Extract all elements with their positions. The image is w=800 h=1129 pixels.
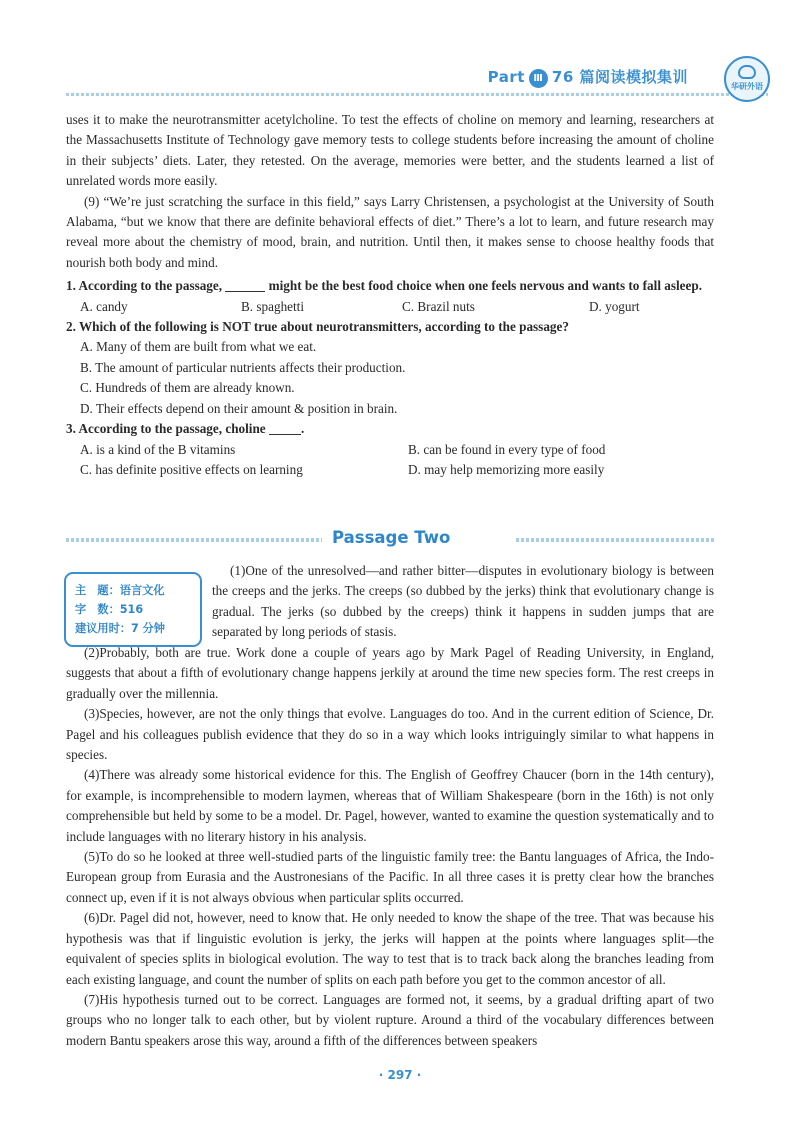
question-stem: 3. According to the passage, choline .	[66, 421, 305, 437]
option-c: C. Hundreds of them are already known.	[80, 380, 295, 396]
option-a: A. Many of them are built from what we eat.	[80, 339, 317, 355]
passage-paragraph-9: (9) “We’re just scratching the surface in this field,” says Larry Christensen, a psychologist at the University of South Alabama, “but we know that there are definite behavioral effects of diet.” There’s a lot to learn, and future research may reveal more about the chemistry of mood, brain, and nutrition. Until then, it makes sense to choose healthy foods that nourish both body and mind.	[66, 193, 714, 270]
options-row	[66, 297, 714, 317]
passage-paragraph-7: (7)His hypothesis turned out to be correct. Languages are formed not, it seems, by a gradual drifting apart of two groups who no longer talk to each other, but by violent rupture. Around a third of the vocabulary differences between modern Bantu speakers arose this way, around a fifth of the differences between speakers	[66, 991, 714, 1048]
option-a: A. candy	[80, 298, 128, 314]
part-label: Part	[487, 68, 525, 86]
option-c: C. Brazil nuts	[402, 298, 475, 314]
question-2	[66, 317, 714, 419]
answer-blank	[269, 434, 301, 435]
passage-paragraph-3: (3)Species, however, are not the only things that evolve. Languages do too. And in the current edition of Science, Dr. Pagel and his colleagues publish evidence that they do so in a way which looks intriguingly similar to what happens in species.	[66, 706, 714, 763]
option-d: D. may help memorizing more easily	[408, 461, 605, 477]
page-header	[66, 52, 786, 104]
option-d: D. yogurt	[589, 298, 640, 314]
passage-paragraph-1: (1)One of the unresolved—and rather bitter—disputes in evolutionary biology is between the creeps and the jerks. The creeps (so dubbed by the jerks) think that evolutionary change is gradual. The jerks (so dubbed by the creeps) think it happens in sudden jumps that are separated by long periods of stasis.	[212, 563, 714, 640]
question-1	[66, 276, 714, 317]
options-row	[66, 440, 714, 460]
passage-one-body	[66, 110, 714, 480]
question-stem: 2. Which of the following is NOT true about neurotransmitters, according to the passage?	[66, 319, 569, 335]
passage-two-body	[66, 643, 714, 1051]
header-title	[488, 66, 688, 88]
passage-two-heading	[66, 528, 716, 552]
publisher-logo	[724, 56, 770, 102]
passage-info-box	[64, 572, 202, 647]
logo-text: 华研外语	[731, 82, 763, 91]
option-b: B. The amount of particular nutrients affects their production.	[80, 359, 406, 375]
options-row	[66, 460, 714, 480]
option-b: B. spaghetti	[241, 298, 305, 314]
passage-paragraph-4: (4)There was already some historical evidence for this. The English of Geoffrey Chaucer (born in the 14th century), for example, is incomprehensible to modern laymen, whereas that of William Shakespeare (born in the 16th) is not only comprehensible but held by some to be a model. Dr. Pagel, however, wanted to examine the question systematically and to include languages with no literary history in his analysis.	[66, 767, 714, 844]
logo-mascot-icon	[738, 65, 756, 79]
option-a: A. is a kind of the B vitamins	[80, 441, 236, 457]
heading-divider-left	[66, 538, 322, 542]
passage-paragraph-6: (6)Dr. Pagel did not, however, need to know that. He only needed to know the shape of the tree. That was because his hypothesis was that if linguistic evolution is jerky, the jerks will happen at the points where languages split—the equivalent of species splits in biological evolution. The way to test that is to track back along the branches leading from each existing language, and count the number of splits on each path before you get to the common ancestor of all.	[66, 910, 714, 987]
part-number-badge: Ⅲ	[529, 69, 548, 88]
passage-paragraph-5: (5)To do so he looked at three well-studied parts of the linguistic family tree: the Bantu languages of Africa, the Indo-European group from Eurasia and the Austronesians of the Pacific. In all three cases it is pretty clear how the branches connect up, even if it is not always obvious when particular splits occurred.	[66, 849, 714, 905]
info-topic: 主 题：语言文化	[75, 584, 165, 597]
passage-paragraph: uses it to make the neurotransmitter acetylcholine. To test the effects of choline on memory and learning, researchers at the Massachusetts Institute of Technology gave memory tests to college students before increasing the amount of choline in their subjects’ diets. Later, they retested. On the average, memories were better, and the students learned a list of unrelated words more easily.	[66, 112, 714, 189]
answer-blank	[225, 291, 265, 292]
option-b: B. can be found in every type of food	[408, 441, 606, 457]
heading-divider-right	[516, 538, 716, 542]
option-d: D. Their effects depend on their amount & position in brain.	[80, 400, 398, 416]
passage-paragraph-2: (2)Probably, both are true. Work done a couple of years ago by Mark Pagel of Reading University, in England, suggests that about a fifth of evolutionary change happens jerkily at around the time new species form. The rest creeps in gradually over the millennia.	[66, 645, 714, 701]
option-c: C. has definite positive effects on learning	[80, 461, 303, 477]
info-suggested-time: 建议用时：7 分钟	[75, 622, 165, 635]
passage-two-title: Passage Two	[332, 528, 451, 547]
passage-two-intro	[212, 561, 714, 643]
page-number: · 297 ·	[378, 1068, 422, 1082]
header-divider	[66, 93, 768, 96]
info-word-count: 字 数：516	[75, 603, 144, 616]
question-3	[66, 419, 714, 480]
question-stem: 1. According to the passage, might be the best food choice when one feels nervous and wants to fall asleep.	[66, 278, 703, 294]
section-title: 76 篇阅读模拟集训	[551, 68, 688, 86]
